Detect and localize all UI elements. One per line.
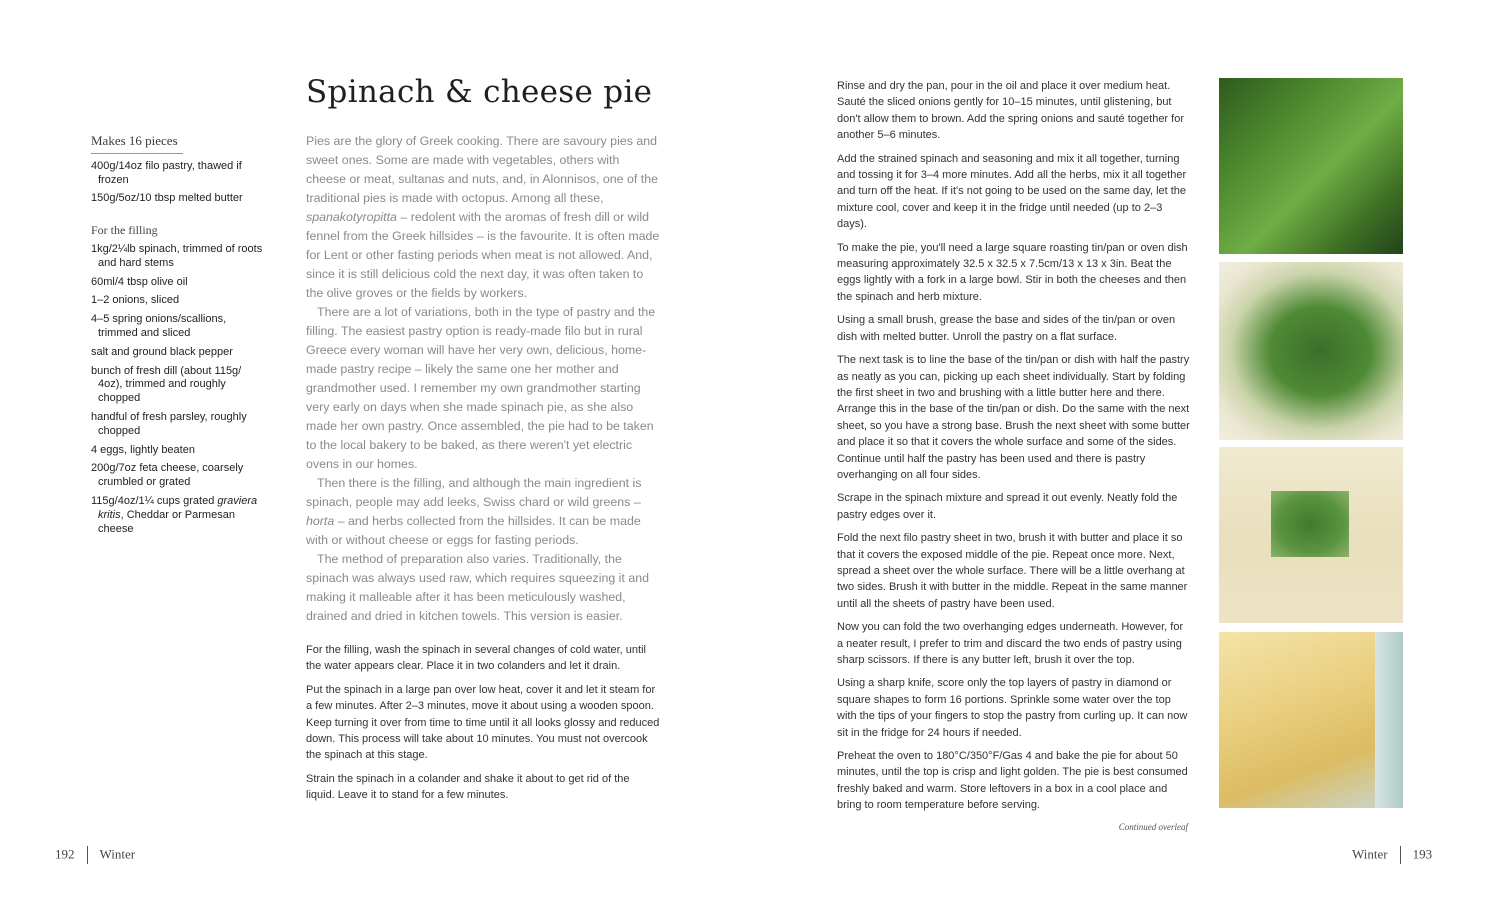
intro-text-run: – and herbs collected from the hillsides. It can be made with or without cheese or eggs for fasting periods. [306,514,641,547]
ingredients-list [91,134,266,541]
method-step: Scrape in the spinach mixture and spread it out evenly. Neatly fold the pastry edges over it. [837,492,1178,521]
method-step: Put the spinach in a large pan over low heat, cover it and let it steam for a few minutes. After 2–3 minutes, move it about using a wooden spoon. Keep turning it over from time to time until it all looks glossy and reduced down. This process will take about 10 minutes. You must not overcook the spinach at this stage. [306,683,660,762]
method-step: Using a small brush, grease the base and sides of the tin/pan or oven dish with melted butter. Unroll the pastry on a flat surface. [837,314,1176,343]
method-step: To make the pie, you'll need a large square roasting tin/pan or oven dish measuring approximately 32.5 x 32.5 x 7.5cm/13 x 13 x 3in. Beat the eggs lightly with a fork in a large bowl. Stir in both the cheeses and then the spinach and herb mixture. [837,241,1188,303]
section-name: Winter [1352,846,1388,862]
intro-paragraph: There are a lot of variations, both in the type of pastry and the filling. The easiest pastry option is ready-made filo but in rural Greece every woman will have her very own, delicious, home-made pastry recipe – likely the same one her mother and grandmother used. I remember my own grandmother starting very early on days when she made spinach pie, as she also made her own pastry. Once assembled, the pie had to be taken to the local bakery to be baked, as there weren't yet electric ovens in our homes. [306,305,656,471]
method-left [306,642,660,811]
ingredient-text: 115g/4oz/1¼ cups grated [91,494,218,507]
photo-dish-edge [1375,632,1403,808]
intro-emphasis: spanakotyropitta [306,210,397,224]
method-step: Rinse and dry the pan, pour in the oil and place it over medium heat. Sauté the sliced onions gently for 10–15 minutes, until glistening, but don't allow them to brown. Add the spring onions and sauté together for another 5–6 minutes. [837,80,1184,142]
intro-paragraph [306,474,660,550]
ingredient-item: bunch of fresh dill (about 115g/ 4oz), trimmed and roughly chopped [91,364,242,405]
ingredient-item: 4–5 spring onions/scallions, trimmed and sliced [91,313,227,339]
intro-paragraph: The method of preparation also varies. Traditionally, the spinach was always used raw, which requires squeezing it and making it malleable after it has been meticulously washed, drained and dried in kitchen towels. This version is easier. [306,552,649,623]
ingredient-item: handful of fresh parsley, roughly chopped [91,410,247,437]
folio-divider [1400,846,1401,864]
ingredient-item: salt and ground black pepper [91,345,233,358]
recipe-title: Spinach & cheese pie [306,74,653,110]
method-step: Preheat the oven to 180°C/350°F/Gas 4 and bake the pie for about 50 minutes, until the top is crisp and light golden. The pie is best consumed freshly baked and warm. Store leftovers in a box in a cool place and bring to room temperature before serving. [837,750,1188,812]
photo-greens [1219,78,1403,254]
filling-heading: For the filling [91,223,158,238]
section-name: Winter [99,846,136,862]
method-step: Fold the next filo pastry sheet in two, brush it with butter and place it so that it covers the exposed middle of the pie. Repeat once more. Next, spread a sheet over the whole surface. There will be a little overhang at two sides. Brush it with butter in the middle. Repeat in the same manner until all the sheets of pastry have been used. [837,532,1188,610]
photo-baked-pie [1219,632,1403,808]
folio-left [55,846,135,864]
photo-filling-window [1271,491,1349,557]
ingredient-item: 150g/5oz/10 tbsp melted butter [91,192,243,205]
method-step: Strain the spinach in a colander and shake it about to get rid of the liquid. Leave it to stand for a few minutes. [306,772,630,802]
ingredient-text: , Cheddar or Parmesan cheese [98,508,235,535]
page-number: 193 [1412,846,1433,862]
ingredient-item [91,495,266,536]
folio-right [1352,846,1432,864]
method-step: Now you can fold the two overhanging edges underneath. However, for a neater result, I prefer to trim and discard the two ends of pastry using sharp scissors. If there is any butter left, brush it over the top. [837,621,1184,666]
method-step: Using a sharp knife, score only the top layers of pastry in diamond or square shapes to form 16 portions. Sprinkle some water over the top with the tips of your fingers to stop the pastry from curling up. It can now sit in the fridge for 24 hours if needed. [837,677,1188,739]
recipe-yield: Makes 16 pieces [91,134,183,154]
continued-note: Continued overleaf [1118,822,1188,832]
intro-text [306,132,660,626]
photo-folded-pastry [1219,447,1403,623]
photo-spinach-filling [1219,262,1403,440]
ingredient-item: 400g/14oz filo pastry, thawed if frozen [91,159,242,186]
intro-paragraph [306,132,660,303]
ingredient-item: 60ml/4 tbsp olive oil [91,275,188,288]
method-right [837,78,1190,821]
ingredient-item: 200g/7oz feta cheese, coarsely crumbled or grated [91,462,244,489]
method-step: For the filling, wash the spinach in several changes of cold water, until the water appears clear. Place it in two colanders and let it drain. [306,644,646,673]
ingredient-item: 4 eggs, lightly beaten [91,443,195,456]
ingredient-emphasis: graviera kritis [98,494,258,521]
ingredient-item: 1–2 onions, sliced [91,294,180,307]
folio-divider [87,846,88,864]
method-step: The next task is to line the base of the tin/pan or dish with half the pastry as neatly as you can, picking up each sheet individually. Start by folding the first sheet in two and brushing with a little butter here and there. Arrange this in the base of the tin/pan or dish. Do the same with the next sheet, so you have a strong base. Brush the next sheet with some butter and place it so that it covers the whole surface and some of the sides. Continue until half the pastry has been used and there is pastry overhanging on all four sides. [837,354,1190,481]
intro-text-run: – redolent with the aromas of fresh dill or wild fennel from the Greek hillsides – is the favourite. It is often made for Lent or other fasting periods when meat is not allowed. And, since it is still delicious cold the next day, it was often taken to the olive groves or the fields by workers. [306,210,660,300]
page-number: 192 [55,846,75,862]
intro-text-run: Pies are the glory of Greek cooking. There are savoury pies and sweet ones. Some are made with vegetables, others with cheese or meat, sultanas and nuts, and, in Alonnisos, one of the traditional pies is made with octopus. Among all these, [306,134,658,205]
ingredient-item: 1kg/2¼lb spinach, trimmed of roots and hard stems [91,242,263,269]
method-step: Add the strained spinach and seasoning and mix it all together, turning and tossing it for 3–4 more minutes. Add all the herbs, mix it all together and turn off the heat. If it's not going to be used on the same day, let the mixture cool, cover and keep it in the fridge until needed (up to 2–3 days). [837,152,1187,231]
intro-emphasis: horta [306,514,335,528]
intro-text-run: Then there is the filling, and although the main ingredient is spinach, people may add leeks, Swiss chard or wild greens – [306,476,642,509]
